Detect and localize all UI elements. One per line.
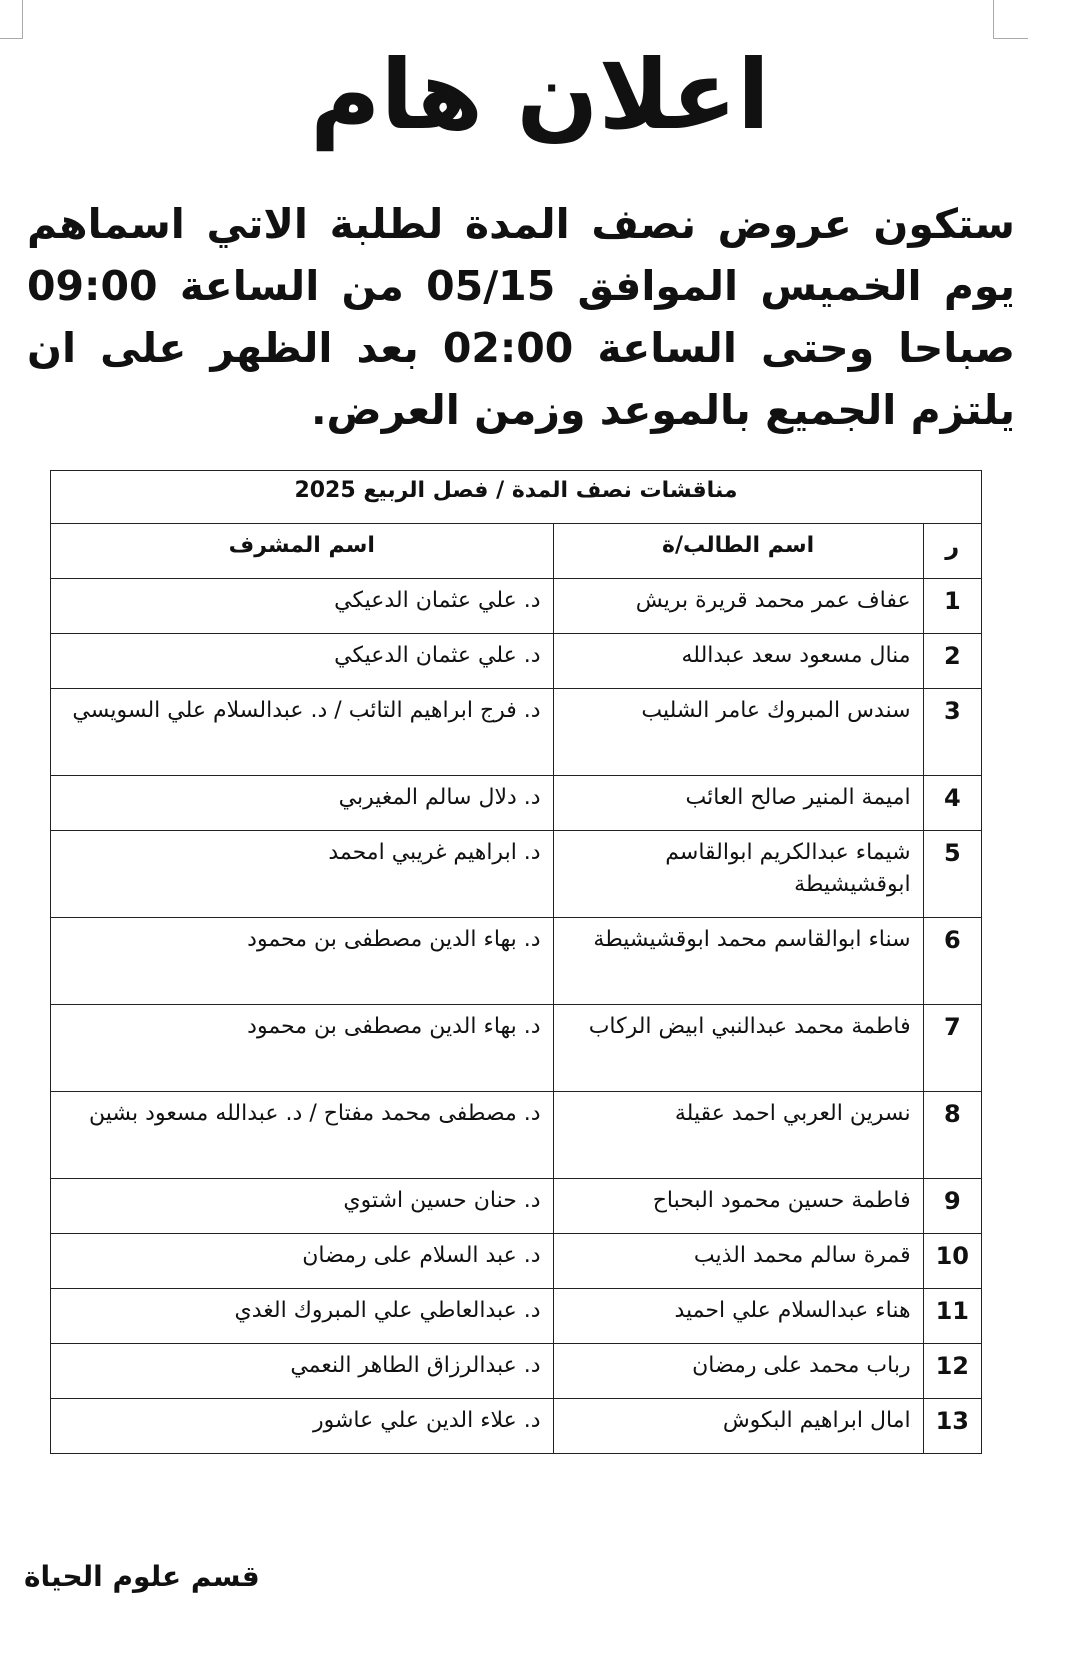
student-name: هناء عبدالسلام علي احميد bbox=[553, 1289, 923, 1344]
supervisor-name: د. مصطفى محمد مفتاح / د. عبدالله مسعود بشين bbox=[51, 1092, 554, 1179]
row-number: 9 bbox=[923, 1179, 981, 1234]
student-name: سندس المبروك عامر الشليب bbox=[553, 689, 923, 776]
student-name: نسرين العربي احمد عقيلة bbox=[553, 1092, 923, 1179]
row-number: 8 bbox=[923, 1092, 981, 1179]
student-name: امال ابراهيم البكوش bbox=[553, 1399, 923, 1454]
student-name: عفاف عمر محمد قريرة بريش bbox=[553, 579, 923, 634]
table-row bbox=[51, 1399, 982, 1454]
table-row bbox=[51, 918, 982, 1005]
table-row bbox=[51, 689, 982, 776]
supervisor-name: د. بهاء الدين مصطفى بن محمود bbox=[51, 1005, 554, 1092]
row-number: 2 bbox=[923, 634, 981, 689]
student-name: قمرة سالم محمد الذيب bbox=[553, 1234, 923, 1289]
student-name: فاطمة محمد عبدالنبي ابيض الركاب bbox=[553, 1005, 923, 1092]
table-row bbox=[51, 1234, 982, 1289]
announcement-title: اعلان هام bbox=[310, 39, 770, 151]
supervisor-name: د. دلال سالم المغيربي bbox=[51, 776, 554, 831]
table-row bbox=[51, 831, 982, 918]
student-name: فاطمة حسين محمود البحباح bbox=[553, 1179, 923, 1234]
row-number: 10 bbox=[923, 1234, 981, 1289]
supervisor-name: د. عبدالعاطي علي المبروك الغدي bbox=[51, 1289, 554, 1344]
row-number: 12 bbox=[923, 1344, 981, 1399]
row-number: 6 bbox=[923, 918, 981, 1005]
table-row bbox=[51, 1344, 982, 1399]
table-row bbox=[51, 1005, 982, 1092]
announcement-body: ستكون عروض نصف المدة لطلبة الاتي اسماهم يوم الخميس الموافق 05/15 من الساعة 09:00 صباحا وحتى الساعة 02:00 بعد الظهر على ان يلتزم الجميع بالموعد وزمن العرض. bbox=[27, 200, 1015, 434]
supervisor-name: د. عبد السلام على رمضان bbox=[51, 1234, 554, 1289]
table-caption-row bbox=[51, 471, 982, 524]
student-name: رباب محمد على رمضان bbox=[553, 1344, 923, 1399]
row-number: 7 bbox=[923, 1005, 981, 1092]
header-supervisor-name: اسم المشرف bbox=[51, 524, 554, 579]
row-number: 3 bbox=[923, 689, 981, 776]
supervisor-name: د. حنان حسين اشتوي bbox=[51, 1179, 554, 1234]
student-name: اميمة المنير صالح العائب bbox=[553, 776, 923, 831]
table-row bbox=[51, 776, 982, 831]
row-number: 4 bbox=[923, 776, 981, 831]
supervisor-name: د. علاء الدين علي عاشور bbox=[51, 1399, 554, 1454]
student-name: سناء ابوالقاسم محمد ابوقشيشيطة bbox=[553, 918, 923, 1005]
student-name: منال مسعود سعد عبدالله bbox=[553, 634, 923, 689]
row-number: 5 bbox=[923, 831, 981, 918]
supervisor-name: د. فرج ابراهيم التائب / د. عبدالسلام علي السويسي bbox=[51, 689, 554, 776]
student-name: شيماء عبدالكريم ابوالقاسم ابوقشيشيطة bbox=[553, 831, 923, 918]
supervisor-name: د. عبدالرزاق الطاهر النعمي bbox=[51, 1344, 554, 1399]
row-number: 13 bbox=[923, 1399, 981, 1454]
table-row bbox=[51, 1289, 982, 1344]
supervisor-name: د. ابراهيم غريبي امحمد bbox=[51, 831, 554, 918]
supervisor-name: د. بهاء الدين مصطفى بن محمود bbox=[51, 918, 554, 1005]
schedule-table bbox=[50, 470, 982, 1454]
table-row bbox=[51, 1179, 982, 1234]
supervisor-name: د. علي عثمان الدعيكي bbox=[51, 634, 554, 689]
row-number: 1 bbox=[923, 579, 981, 634]
header-number: ر bbox=[923, 524, 981, 579]
supervisor-name: د. علي عثمان الدعيكي bbox=[51, 579, 554, 634]
table-row bbox=[51, 1092, 982, 1179]
table-header-row bbox=[51, 524, 982, 579]
row-number: 11 bbox=[923, 1289, 981, 1344]
department-signature: قسم علوم الحياة bbox=[24, 1560, 260, 1593]
header-student-name: اسم الطالب/ة bbox=[553, 524, 923, 579]
table-row bbox=[51, 579, 982, 634]
table-row bbox=[51, 634, 982, 689]
table-caption: مناقشات نصف المدة / فصل الربيع 2025 bbox=[51, 471, 982, 524]
